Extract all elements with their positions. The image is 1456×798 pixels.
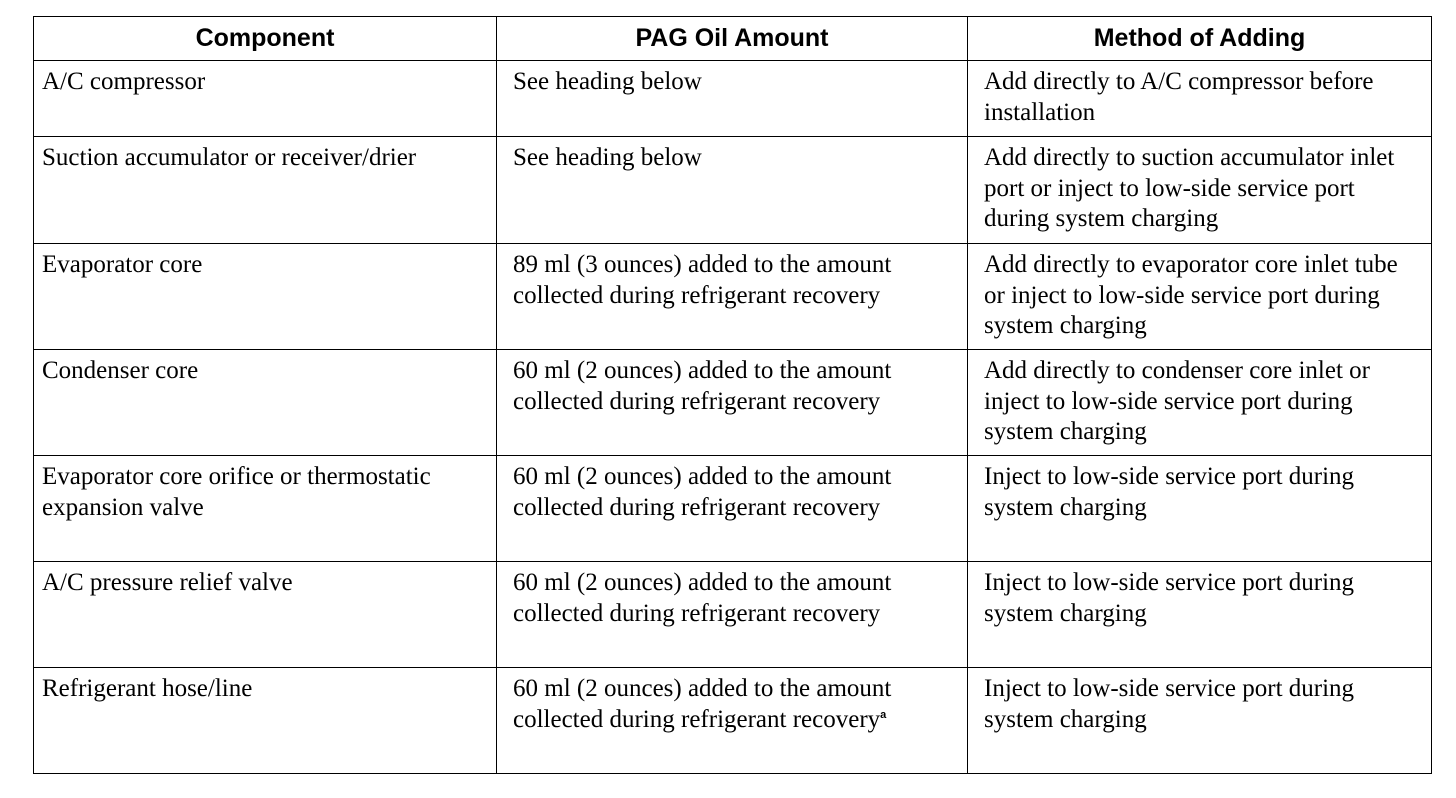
- amount-cell: 60 ml (2 ounces) added to the amount collected during refrigerant recovery: [497, 350, 968, 456]
- table-row: [34, 668, 1432, 774]
- component-cell: A/C compressor: [34, 61, 497, 137]
- component-cell: Condenser core: [34, 350, 497, 456]
- method-cell: Add directly to A/C compressor before installation: [968, 61, 1432, 137]
- method-cell: Inject to low-side service port during system charging: [968, 562, 1432, 668]
- method-cell: Add directly to condenser core inlet or inject to low-side service port during system charging: [968, 350, 1432, 456]
- amount-cell: 89 ml (3 ounces) added to the amount collected during refrigerant recovery: [497, 244, 968, 350]
- table-row: [34, 61, 1432, 137]
- header-method-of-adding: Method of Adding: [968, 17, 1432, 61]
- table-row: [34, 244, 1432, 350]
- method-cell: Inject to low-side service port during system charging: [968, 668, 1432, 774]
- header-component: Component: [34, 17, 497, 61]
- component-cell: Refrigerant hose/line: [34, 668, 497, 774]
- footnote-marker: a: [880, 708, 887, 721]
- method-cell: Add directly to suction accumulator inlet port or inject to low-side service port during system charging: [968, 137, 1432, 244]
- header-row: [34, 17, 1432, 61]
- amount-cell: 60 ml (2 ounces) added to the amount collected during refrigerant recovery: [497, 456, 968, 562]
- amount-cell: [497, 668, 968, 774]
- method-cell: Inject to low-side service port during system charging: [968, 456, 1432, 562]
- table-row: [34, 562, 1432, 668]
- table-row: [34, 137, 1432, 244]
- header-pag-oil-amount: PAG Oil Amount: [497, 17, 968, 61]
- table-row: [34, 456, 1432, 562]
- table-row: [34, 350, 1432, 456]
- component-cell: Evaporator core: [34, 244, 497, 350]
- pag-oil-table: [33, 16, 1432, 774]
- method-cell: Add directly to evaporator core inlet tube or inject to low-side service port during system charging: [968, 244, 1432, 350]
- amount-cell: See heading below: [497, 61, 968, 137]
- component-cell: Suction accumulator or receiver/drier: [34, 137, 497, 244]
- amount-cell: See heading below: [497, 137, 968, 244]
- component-cell: A/C pressure relief valve: [34, 562, 497, 668]
- amount-cell: 60 ml (2 ounces) added to the amount collected during refrigerant recovery: [497, 562, 968, 668]
- amount-text: 60 ml (2 ounces) added to the amount collected during refrigerant recovery: [513, 675, 892, 733]
- component-cell: Evaporator core orifice or thermostatic expansion valve: [34, 456, 497, 562]
